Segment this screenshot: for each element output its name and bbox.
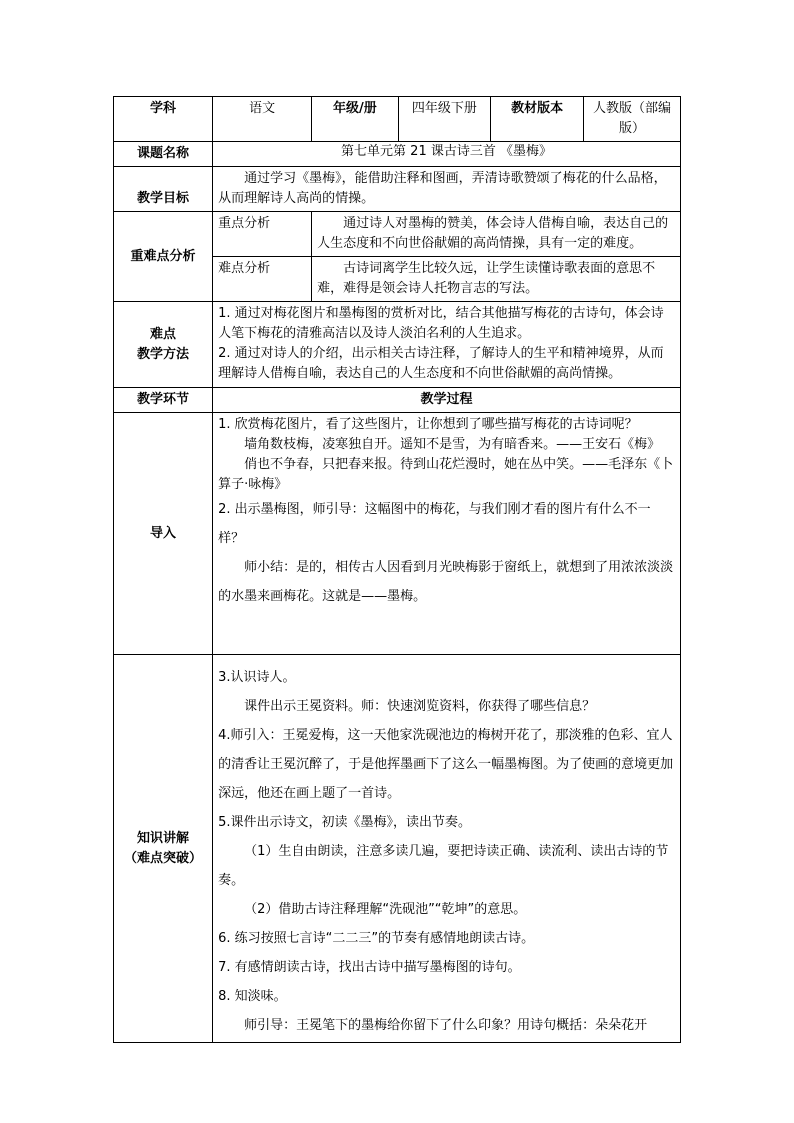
- step-3: 3.认识诗人。: [218, 670, 296, 685]
- step-8-detail: 师引导：王冕笔下的墨梅给你留下了什么印象？用诗句概括：朵朵花开: [244, 1018, 648, 1033]
- stage-label: 教学环节: [114, 388, 213, 413]
- process-header-row: [114, 388, 681, 413]
- step-3-detail: 课件出示王冕资料。师：快速浏览资料，你获得了哪些信息？: [244, 699, 596, 714]
- intro-label: 导入: [114, 413, 213, 655]
- intro-question-2: 2. 出示墨梅图，师引导：这幅图中的梅花，与我们刚才看的图片有什么不一样？: [218, 502, 651, 546]
- grade-label: 年级/册: [312, 97, 398, 142]
- method-item-1: 1. 通过对梅花图片和墨梅图的赏析对比，结合其他描写梅花的古诗句，体会诗人笔下梅花的清雅高洁以及诗人淡泊名利的人生追求。: [218, 306, 664, 341]
- key-point-label: 重点分析: [213, 212, 312, 257]
- step-5-1: （1）生自由朗读，注意多读几遍，要把诗读正确、读流利、读出古诗的节奏。: [218, 844, 669, 888]
- method-row: [114, 302, 681, 388]
- subject-label: 学科: [114, 97, 213, 142]
- key-point-text: 通过诗人对墨梅的赞美，体会诗人借梅自喻，表达自己的人生态度和不向世俗献媚的高尚情操，具有一定的难度。: [312, 212, 681, 257]
- knowledge-row: [114, 655, 681, 1043]
- step-8: 8. 知淡味。: [218, 989, 287, 1004]
- intro-question-1: 1. 欣赏梅花图片，看了这些图片，让你想到了哪些描写梅花的古诗词呢？: [218, 417, 638, 432]
- knowledge-label: [114, 655, 213, 1043]
- method-label: [114, 302, 213, 388]
- intro-row: [114, 413, 681, 655]
- subject-value: 语文: [213, 97, 312, 142]
- hard-point-text: 古诗词离学生比较久远，让学生读懂诗歌表面的意思不难，难得是领会诗人托物言志的写法。: [312, 257, 681, 302]
- lesson-plan-table: [113, 96, 681, 1043]
- knowledge-label-line1: 知识讲解: [137, 830, 190, 846]
- intro-summary: 师小结：是的，相传古人因看到月光映梅影于窗纸上，就想到了用浓浓淡淡的水墨来画梅花。这就是——墨梅。: [218, 560, 674, 604]
- method-label-line2: 教学方法: [137, 346, 190, 362]
- knowledge-label-line2: （难点突破）: [124, 850, 203, 866]
- goal-text: 通过学习《墨梅》，能借助注释和图画，弄清诗歌赞颂了梅花的什么品格，从而理解诗人高尚的情操。: [213, 167, 681, 212]
- difficulty-label: 重难点分析: [114, 212, 213, 302]
- intro-poem-1: 墙角数枝梅，凌寒独自开。遥知不是雪，为有暗香来。——王安石《梅》: [244, 437, 661, 452]
- step-4: 4.师引入：王冕爱梅，这一天他家洗砚池边的梅树开花了，那淡雅的色彩、宜人的清香让王冕沉醉了，于是他挥墨画下了这么一幅墨梅图。为了使画的意境更加深远，他还在画上题了一首诗。: [218, 728, 674, 801]
- step-7: 7. 有感情朗读古诗，找出古诗中描写墨梅图的诗句。: [218, 960, 521, 975]
- grade-value: 四年级下册: [398, 97, 491, 142]
- intro-content: [213, 413, 681, 655]
- hard-point-label: 难点分析: [213, 257, 312, 302]
- edition-label: 教材版本: [491, 97, 584, 142]
- goal-label: 教学目标: [114, 167, 213, 212]
- goal-row: [114, 167, 681, 212]
- intro-poem-2: 俏也不争春，只把春来报。待到山花烂漫时，她在丛中笑。——毛泽东《卜算子·咏梅》: [218, 457, 674, 492]
- step-6: 6. 练习按照七言诗“二二三”的节奏有感情地朗读古诗。: [218, 931, 535, 946]
- knowledge-content: [213, 655, 681, 1043]
- step-5-2: （2）借助古诗注释理解“洗砚池”“乾坤”的意思。: [244, 902, 527, 917]
- method-label-line1: 难点: [150, 326, 177, 342]
- header-row: [114, 97, 681, 142]
- step-5: 5.课件出示诗文，初读《墨梅》，读出节奏。: [218, 815, 471, 830]
- process-label: 教学过程: [213, 388, 681, 413]
- topic-label: 课题名称: [114, 142, 213, 167]
- topic-value: 第七单元第 21 课古诗三首 《墨梅》: [213, 142, 681, 167]
- method-content: [213, 302, 681, 388]
- topic-row: [114, 142, 681, 167]
- key-point-row: [114, 212, 681, 257]
- method-item-2: 2. 通过对诗人的介绍，出示相关古诗注释，了解诗人的生平和精神境界，从而理解诗人借梅自喻，表达自己的人生态度和不向世俗献媚的高尚情操。: [218, 346, 664, 381]
- edition-value: 人教版（部编版）: [584, 97, 681, 142]
